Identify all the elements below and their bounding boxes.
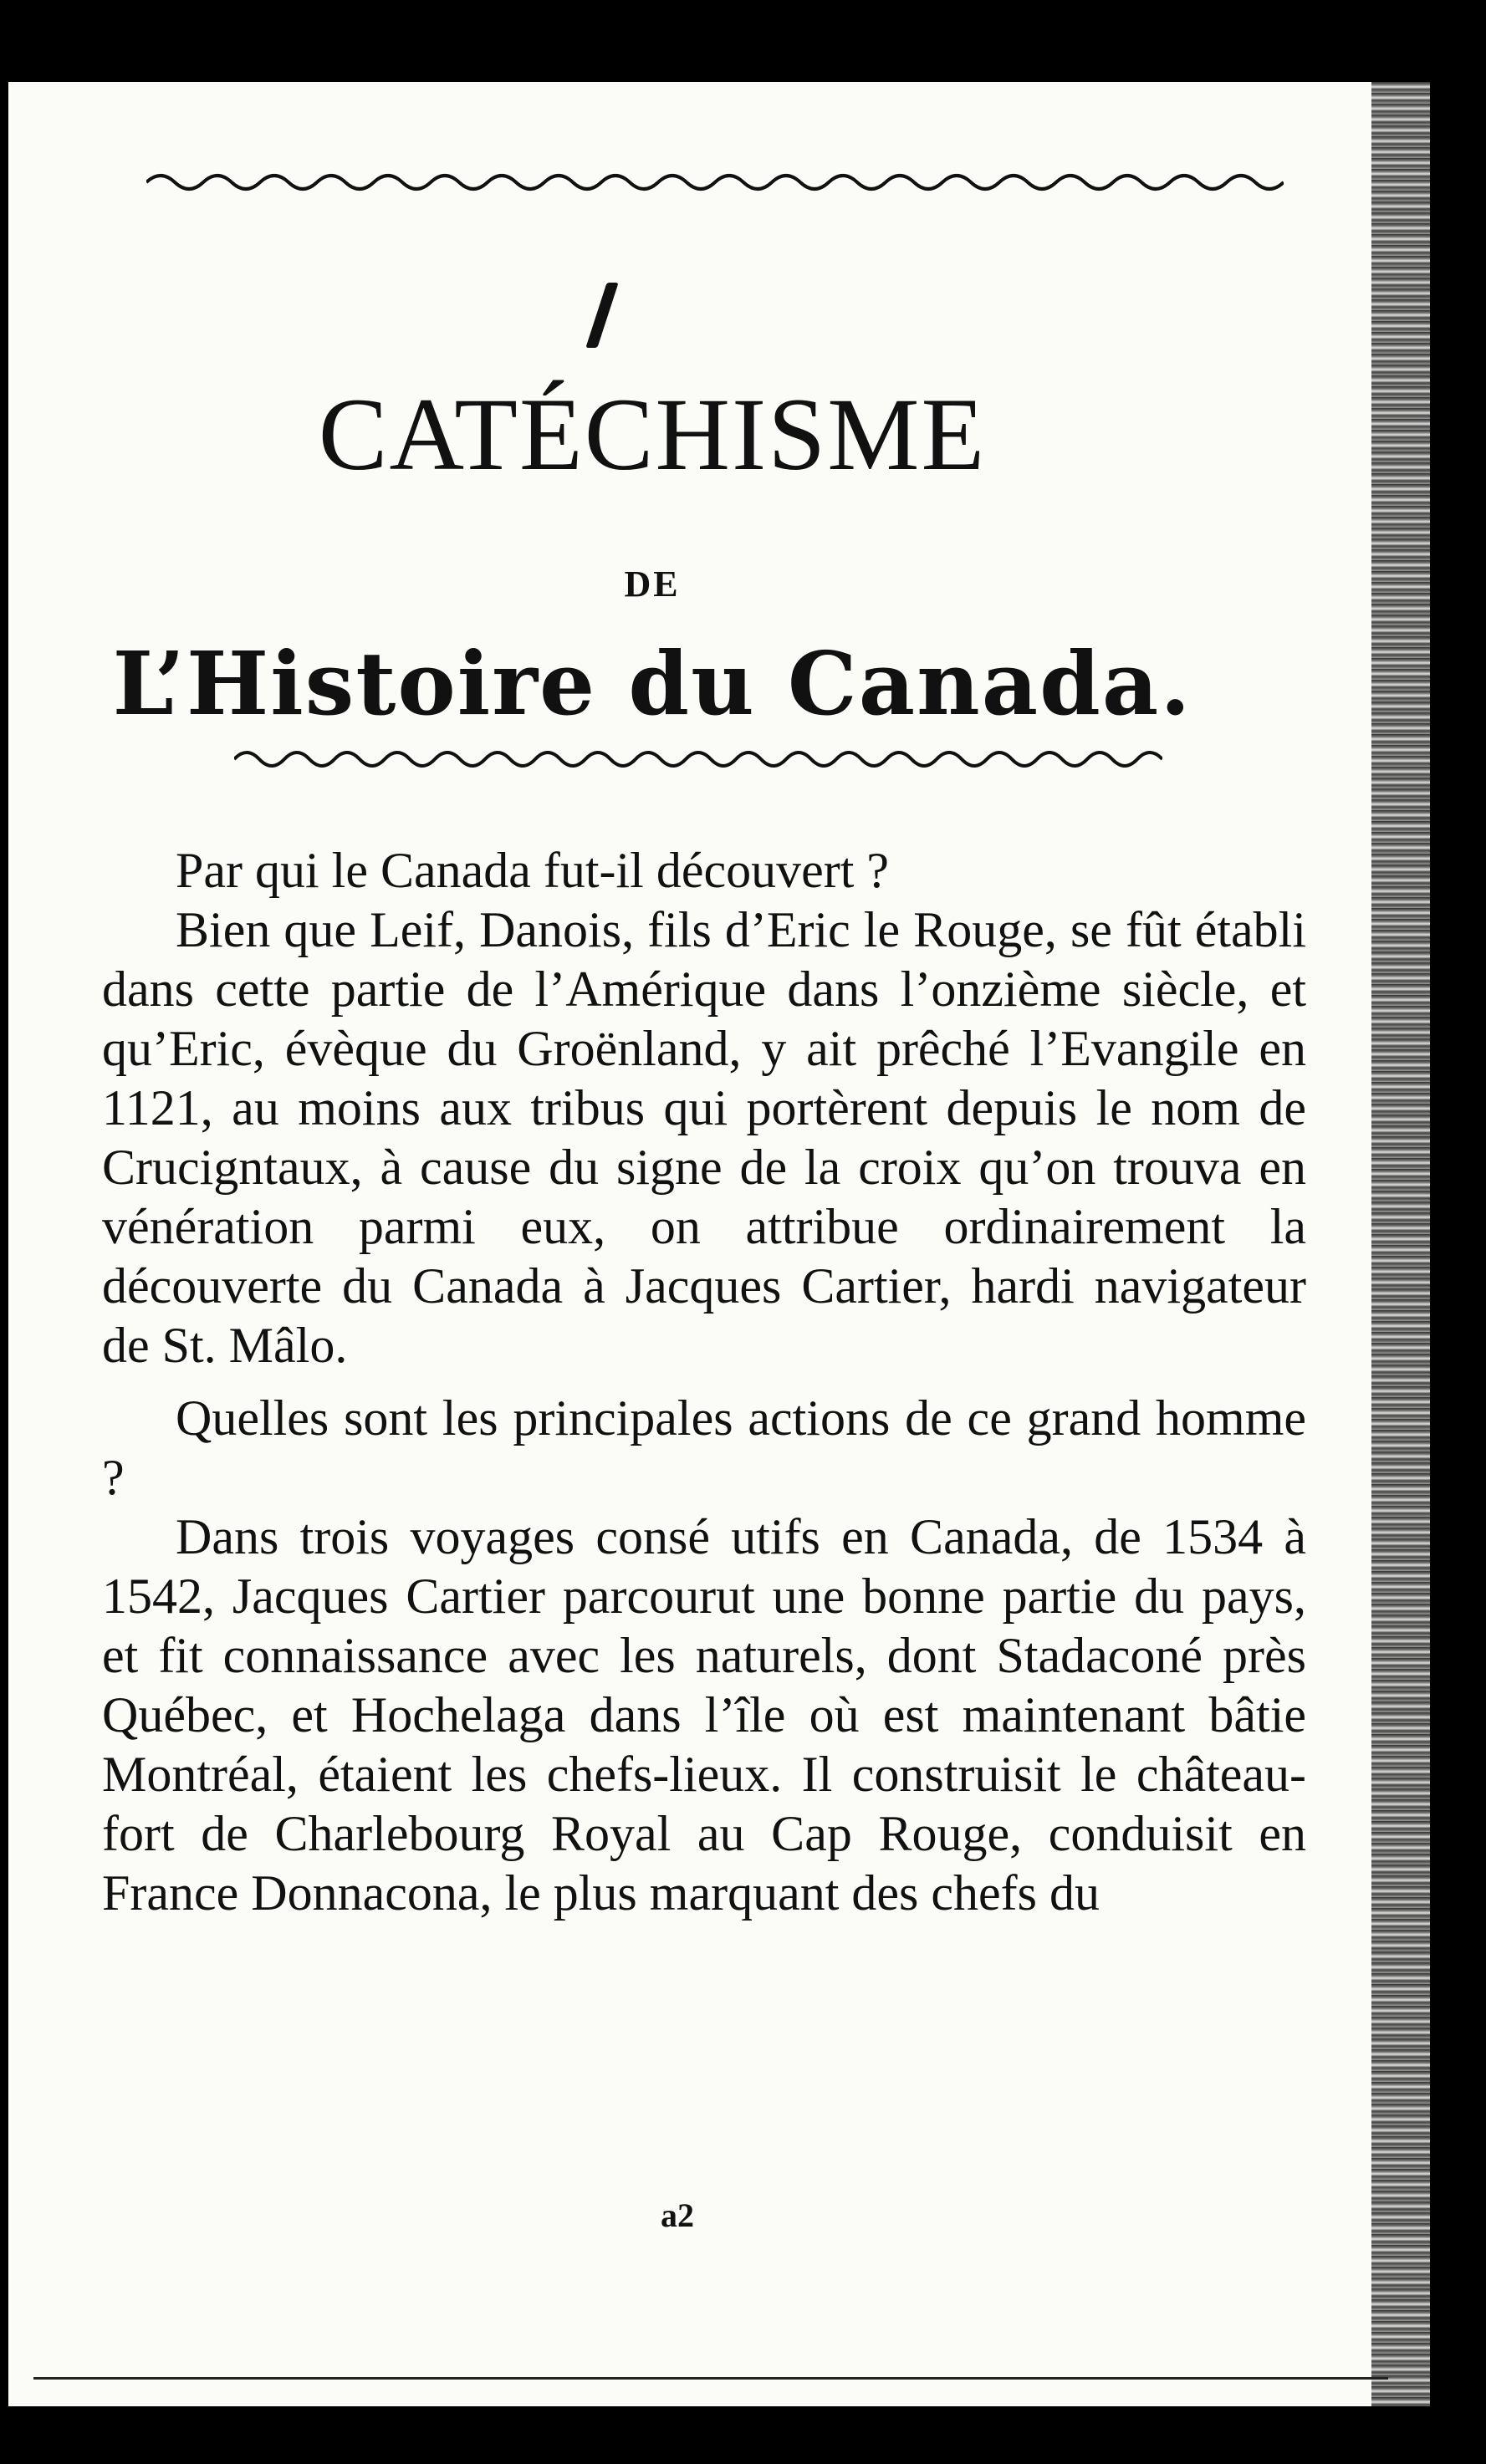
answer-paragraph: Bien que Leif, Danois, fils d’Eric le Rouge, se fût établi dans cette partie de l’Amérique dans l’onzième siècle, et qu’Eric, évèque du Groënland, y ait prêché l’Evangile en 1121, au moins aux tribus qui portèrent depuis le nom de Crucigntaux, à cause du signe de la croix qu’on trouva en vénération parmi eux, on attribue ordinairement la découverte du Canada à Jacques Cartier, hardi navigateur de St. Mâlo. xyxy=(102,902,1306,1373)
answer-paragraph: Dans trois voyages consé utifs en Canada, de 1534 à 1542, Jacques Cartier parcourut une bonne partie du pays, et fit connaissance avec les naturels, dont Stadaconé près Québec, et Hochelaga dans l’île où est maintenant bâtie Montréal, étaient les chefs-lieux. Il construisit le château-fort de Charlebourg Royal au Cap Rouge, conduisit en France Donnacona, le plus marquant des chefs du xyxy=(102,1509,1306,1921)
signature-mark: a2 xyxy=(661,2196,694,2234)
book-page xyxy=(8,82,1430,2406)
accent-mark xyxy=(585,283,618,348)
ornamental-rule-middle xyxy=(234,742,1162,776)
question-paragraph: Par qui le Canada fut-il découvert ? xyxy=(176,843,890,898)
page-subtitle: L’Histoire du Canada. xyxy=(112,632,1192,735)
question-paragraph: Quelles sont les principales actions de ce grand homme ? xyxy=(102,1390,1306,1505)
title-connector: DE xyxy=(624,564,681,605)
book-spine-edge xyxy=(1371,82,1430,2406)
body-text xyxy=(102,841,1306,1923)
page-title: CATÉCHISME xyxy=(318,377,987,492)
bottom-border-line xyxy=(33,2377,1388,2380)
ornamental-rule-top xyxy=(146,166,1284,199)
